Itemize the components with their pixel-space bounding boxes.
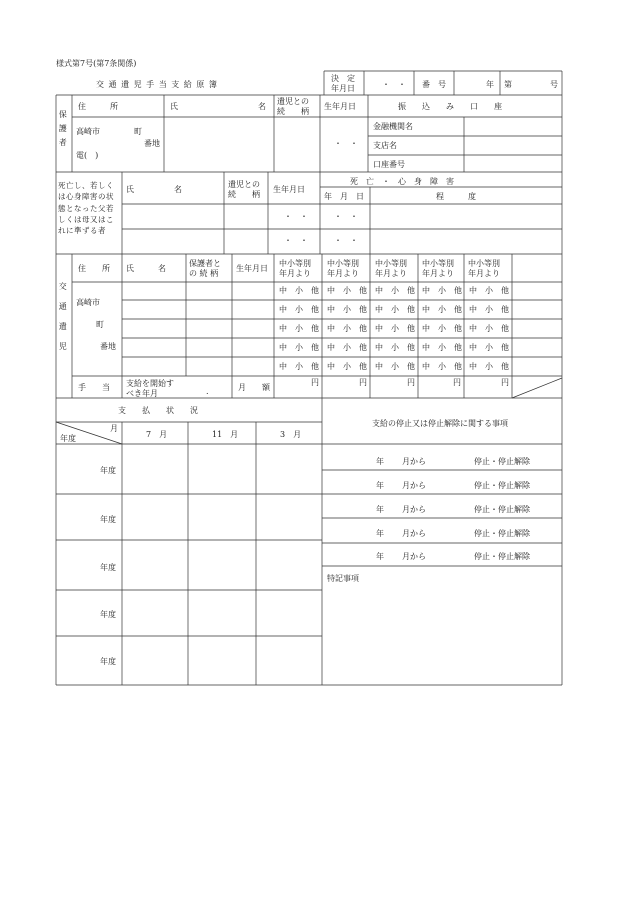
yen-label: 円 xyxy=(311,378,319,387)
school-option-cell[interactable]: 中 小 他 xyxy=(327,343,367,352)
suspension-from-label: 月から xyxy=(402,505,426,514)
deceased-dob-label: 生年月日 xyxy=(273,185,305,194)
school-header-1: 中小等別 xyxy=(279,259,311,268)
school-option-cell[interactable]: 中 小 他 xyxy=(469,362,509,371)
month-axis-label: 月 xyxy=(110,424,118,433)
decision-label-1: 決 定 xyxy=(331,74,355,83)
yen-label: 円 xyxy=(407,378,415,387)
guardian-relation-label-1: 保護者と xyxy=(189,259,221,268)
school-header-1: 中小等別 xyxy=(422,259,454,268)
school-option-cell[interactable]: 中 小 他 xyxy=(375,305,415,314)
guardian-relation-label-1: 遺児との xyxy=(277,97,309,106)
month-november: 11 月 xyxy=(212,430,239,439)
suspension-status-label: 停止・停止解除 xyxy=(474,505,530,514)
school-header-2: 年月より xyxy=(468,269,500,278)
school-option-cell[interactable]: 中 小 他 xyxy=(469,305,509,314)
death-date-field[interactable]: ・ ・ xyxy=(334,212,358,221)
school-option-cell[interactable]: 中 小 他 xyxy=(422,362,462,371)
month-march: 3 月 xyxy=(280,430,302,439)
suspension-year-label: 年 xyxy=(376,505,384,514)
degree-label: 程 度 xyxy=(436,192,476,201)
school-option-cell[interactable]: 中 小 他 xyxy=(469,286,509,295)
school-option-cell[interactable]: 中 小 他 xyxy=(279,305,319,314)
start-month-field[interactable]: . xyxy=(206,387,209,396)
children-section-label: 交通遺児 xyxy=(58,282,68,362)
guardian-town: 町 xyxy=(134,127,142,136)
suspension-status-label: 停止・停止解除 xyxy=(474,529,530,538)
guardian-city: 高崎市 xyxy=(76,127,100,136)
deceased-name-label: 氏 名 xyxy=(126,185,182,194)
school-header-1: 中小等別 xyxy=(468,259,500,268)
guardian-banchi: 番地 xyxy=(144,139,160,148)
school-option-cell[interactable]: 中 小 他 xyxy=(422,324,462,333)
allowance-label: 手 当 xyxy=(78,383,110,392)
account-number-label: 口座番号 xyxy=(373,160,405,169)
school-option-cell[interactable]: 中 小 他 xyxy=(375,286,415,295)
death-disability-label: 死 亡 ・ 心 身 障 害 xyxy=(350,177,454,186)
child-address-label: 住 所 xyxy=(78,264,110,273)
fiscal-year-label: 年度 xyxy=(100,563,116,572)
suspension-year-label: 年 xyxy=(376,529,384,538)
payment-status-title: 支 払 状 況 xyxy=(118,406,198,415)
school-option-cell[interactable]: 中 小 他 xyxy=(279,324,319,333)
school-option-cell[interactable]: 中 小 他 xyxy=(327,305,367,314)
child-name-label: 氏 名 xyxy=(126,264,166,273)
start-month-label-1: 支給を開始す xyxy=(126,379,174,388)
child-town: 町 xyxy=(96,320,104,329)
deceased-relation-label-2: 続 柄 xyxy=(228,190,260,199)
deceased-dob-field[interactable]: ・ ・ xyxy=(284,212,308,221)
bank-name-label: 金融機関名 xyxy=(373,122,413,131)
school-option-cell[interactable]: 中 小 他 xyxy=(469,324,509,333)
school-header-2: 年月より xyxy=(279,269,311,278)
deceased-section-label: 死亡し、若しくは心身障害の状態となった父若しくは母又はこれに準ずる者 xyxy=(58,181,114,235)
yen-label: 円 xyxy=(501,378,509,387)
fiscal-year-label: 年度 xyxy=(100,515,116,524)
deceased-relation-label-1: 遺児との xyxy=(228,180,260,189)
month-july: 7 月 xyxy=(146,430,168,439)
school-option-cell[interactable]: 中 小 他 xyxy=(422,305,462,314)
school-header-2: 年月より xyxy=(327,269,359,278)
guardian-name-label: 氏 名 xyxy=(170,102,266,111)
monthly-amount-label: 月 額 xyxy=(238,383,270,392)
branch-name-label: 支店名 xyxy=(373,141,397,150)
death-date-field[interactable]: ・ ・ xyxy=(334,236,358,245)
school-option-cell[interactable]: 中 小 他 xyxy=(279,343,319,352)
fiscal-year-label: 年度 xyxy=(100,610,116,619)
yen-label: 円 xyxy=(359,378,367,387)
yen-label: 円 xyxy=(453,378,461,387)
fiscal-year-label: 年度 xyxy=(100,657,116,666)
school-option-cell[interactable]: 中 小 他 xyxy=(279,286,319,295)
guardian-dob-label: 生年月日 xyxy=(324,102,356,111)
fiscal-year-label: 年度 xyxy=(100,466,116,475)
child-dob-label: 生年月日 xyxy=(236,264,268,273)
school-option-cell[interactable]: 中 小 他 xyxy=(327,324,367,333)
school-option-cell[interactable]: 中 小 他 xyxy=(327,286,367,295)
suspension-from-label: 月から xyxy=(402,552,426,561)
school-option-cell[interactable]: 中 小 他 xyxy=(469,343,509,352)
suspension-year-label: 年 xyxy=(376,552,384,561)
year-label: 年 xyxy=(486,80,494,89)
school-header-1: 中小等別 xyxy=(327,259,359,268)
form-reference: 様式第7号(第7条関係) xyxy=(56,59,137,68)
start-month-label-2: べき年月 xyxy=(126,389,158,398)
deceased-dob-field[interactable]: ・ ・ xyxy=(284,236,308,245)
school-option-cell[interactable]: 中 小 他 xyxy=(279,362,319,371)
guardian-relation-label-2: の 続 柄 xyxy=(189,269,219,278)
number-label: 番 号 xyxy=(422,80,446,89)
guardian-phone: 電( ) xyxy=(76,151,99,160)
child-banchi: 番地 xyxy=(100,342,116,351)
bank-section-label: 振 込 み 口 座 xyxy=(398,102,502,111)
year-axis-label: 年度 xyxy=(60,434,76,443)
school-option-cell[interactable]: 中 小 他 xyxy=(375,343,415,352)
form-title: 交 通 遺 児 手 当 支 給 原 簿 xyxy=(96,80,218,89)
suspension-from-label: 月から xyxy=(402,481,426,490)
dai-label: 第 xyxy=(504,80,512,89)
go-label: 号 xyxy=(550,80,558,89)
guardian-address-label: 住 所 xyxy=(78,102,118,111)
suspension-title: 支給の停止又は停止解除に関する事項 xyxy=(372,419,508,428)
death-date-label: 年 月 日 xyxy=(324,192,364,201)
school-option-cell[interactable]: 中 小 他 xyxy=(375,362,415,371)
suspension-status-label: 停止・停止解除 xyxy=(474,481,530,490)
school-option-cell[interactable]: 中 小 他 xyxy=(422,343,462,352)
decision-label-2: 年月日 xyxy=(331,84,355,93)
suspension-year-label: 年 xyxy=(376,481,384,490)
school-option-cell[interactable]: 中 小 他 xyxy=(422,286,462,295)
guardian-relation-label-2: 続 柄 xyxy=(277,107,309,116)
decision-date-field[interactable]: ・ ・ xyxy=(382,80,406,89)
school-header-1: 中小等別 xyxy=(375,259,407,268)
suspension-status-label: 停止・停止解除 xyxy=(474,457,530,466)
notes-label: 特記事項 xyxy=(327,574,359,583)
school-option-cell[interactable]: 中 小 他 xyxy=(327,362,367,371)
suspension-from-label: 月から xyxy=(402,457,426,466)
school-header-2: 年月より xyxy=(375,269,407,278)
suspension-year-label: 年 xyxy=(376,457,384,466)
school-option-cell[interactable]: 中 小 他 xyxy=(375,324,415,333)
guardian-section-label: 保護者 xyxy=(58,110,68,152)
guardian-dob-field[interactable]: ・ ・ xyxy=(334,139,358,148)
child-city: 高崎市 xyxy=(76,298,100,307)
suspension-from-label: 月から xyxy=(402,529,426,538)
school-header-2: 年月より xyxy=(422,269,454,278)
suspension-status-label: 停止・停止解除 xyxy=(474,552,530,561)
